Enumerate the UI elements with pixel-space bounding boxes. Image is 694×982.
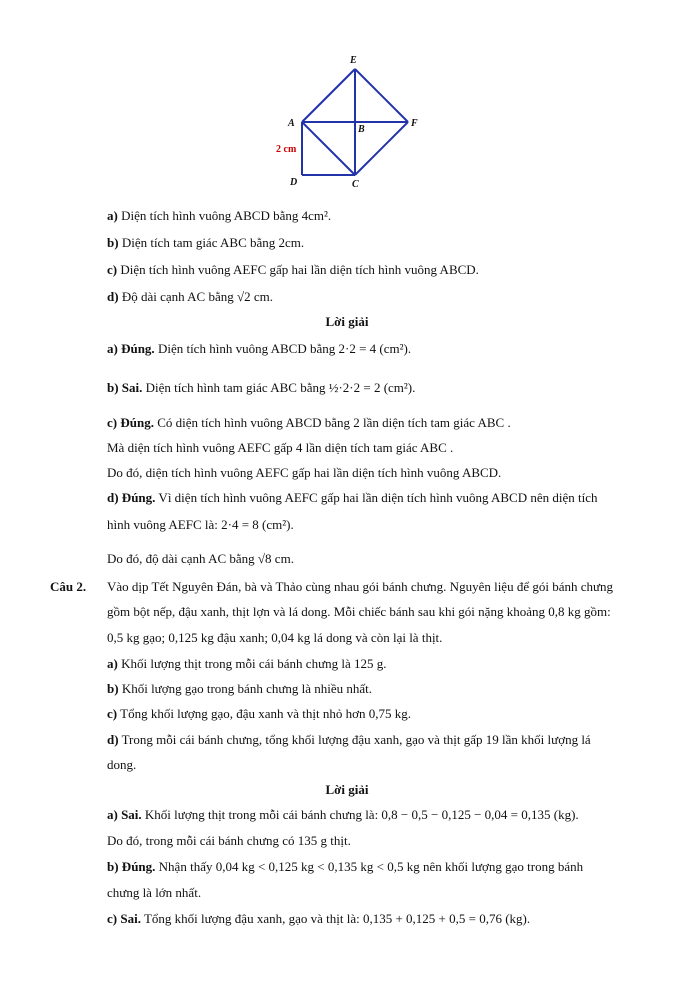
- q1-statement-b: b) Diện tích tam giác ABC bằng 2cm.: [107, 235, 305, 250]
- q1-solution-d-line3: Do đó, độ dài cạnh AC bằng √8 cm.: [107, 551, 294, 566]
- label-side-length: 2 cm: [276, 144, 297, 155]
- q2-intro-line2: gồm bột nếp, đậu xanh, thịt lợn và lá dong. Mỗi chiếc bánh sau khi gói nặng khoảng 0,8 kg gồm:: [107, 604, 611, 619]
- label-b: B: [358, 124, 365, 135]
- label-f: F: [411, 118, 418, 129]
- q2-solution-title: Lời giải: [325, 782, 369, 797]
- label-a: A: [288, 118, 295, 129]
- q2-solution-c: c) Sai. Tổng khối lượng đậu xanh, gạo và thịt là: 0,135 + 0,125 + 0,5 = 0,76 (kg).: [107, 911, 531, 926]
- q2-statement-c: c) Tổng khối lượng gạo, đậu xanh và thịt nhỏ hơn 0,75 kg.: [107, 706, 411, 721]
- q1-solution-b: b) Sai. Diện tích hình tam giác ABC bằng ½·2·2 = 2 (cm²).: [107, 380, 416, 395]
- label-c: C: [352, 179, 359, 190]
- q1-solution-d: d) Đúng. Vì diện tích hình vuông AEFC gấp hai lần diện tích hình vuông ABCD nên diện tích: [107, 490, 598, 505]
- q1-solution-a: a) Đúng. Diện tích hình vuông ABCD bằng 2·2 = 4 (cm²).: [107, 341, 412, 356]
- q1-solution-c-line2: Mà diện tích hình vuông AEFC gấp 4 lần diện tích tam giác ABC .: [107, 440, 454, 455]
- q2-solution-a: a) Sai. Khối lượng thịt trong mỗi cái bánh chưng là: 0,8 − 0,5 − 0,125 − 0,04 = 0,135 (kg).: [107, 807, 579, 822]
- q1-solution-title: Lời giải: [325, 314, 369, 329]
- q1-solution-d-line2: hình vuông AEFC là: 2·4 = 8 (cm²).: [107, 517, 294, 532]
- q2-statement-b: b) Khối lượng gạo trong bánh chưng là nhiều nhất.: [107, 681, 373, 696]
- segment-ac: [302, 122, 355, 175]
- q1-solution-c-line3: Do đó, diện tích hình vuông AEFC gấp hai lần diện tích hình vuông ABCD.: [107, 465, 502, 480]
- segment-ef: [355, 69, 408, 122]
- q1-statement-c: c) Diện tích hình vuông AEFC gấp hai lần diện tích hình vuông ABCD.: [107, 262, 479, 277]
- q2-intro-line3: 0,5 kg gạo; 0,125 kg đậu xanh; 0,04 kg lá dong và còn lại là thịt.: [107, 630, 443, 645]
- q2-intro-line1: Vào dịp Tết Nguyên Đán, bà và Thảo cùng nhau gói bánh chưng. Nguyên liệu để gói bánh chưng: [107, 579, 614, 594]
- q2-solution-b-line2: chưng là lớn nhất.: [107, 885, 202, 900]
- q1-statement-a: a) Diện tích hình vuông ABCD bằng 4cm².: [107, 208, 332, 223]
- label-d: D: [290, 177, 298, 188]
- q2-statement-d-cont: dong.: [107, 757, 137, 772]
- q2-statement-d: d) Trong mỗi cái bánh chưng, tổng khối lượng đậu xanh, gạo và thịt gấp 19 lần khối lượng lá: [107, 732, 591, 747]
- q2-label: Câu 2.: [50, 579, 87, 594]
- label-e: E: [350, 55, 357, 66]
- q2-solution-a-line2: Do đó, trong mỗi cái bánh chưng có 135 g thịt.: [107, 833, 351, 848]
- q2-statement-a: a) Khối lượng thịt trong mỗi cái bánh chưng là 125 g.: [107, 656, 387, 671]
- q2-solution-b: b) Đúng. Nhận thấy 0,04 kg < 0,125 kg < 0,135 kg < 0,5 kg nên khối lượng gạo trong bánh: [107, 859, 584, 874]
- geometry-figure: [0, 0, 694, 200]
- q1-solution-c: c) Đúng. Có diện tích hình vuông ABCD bằng 2 lần diện tích tam giác ABC .: [107, 415, 511, 430]
- q1-statement-d: d) Độ dài cạnh AC bằng √2 cm.: [107, 289, 274, 304]
- segment-ae: [302, 69, 355, 122]
- figure-lines: [302, 69, 408, 175]
